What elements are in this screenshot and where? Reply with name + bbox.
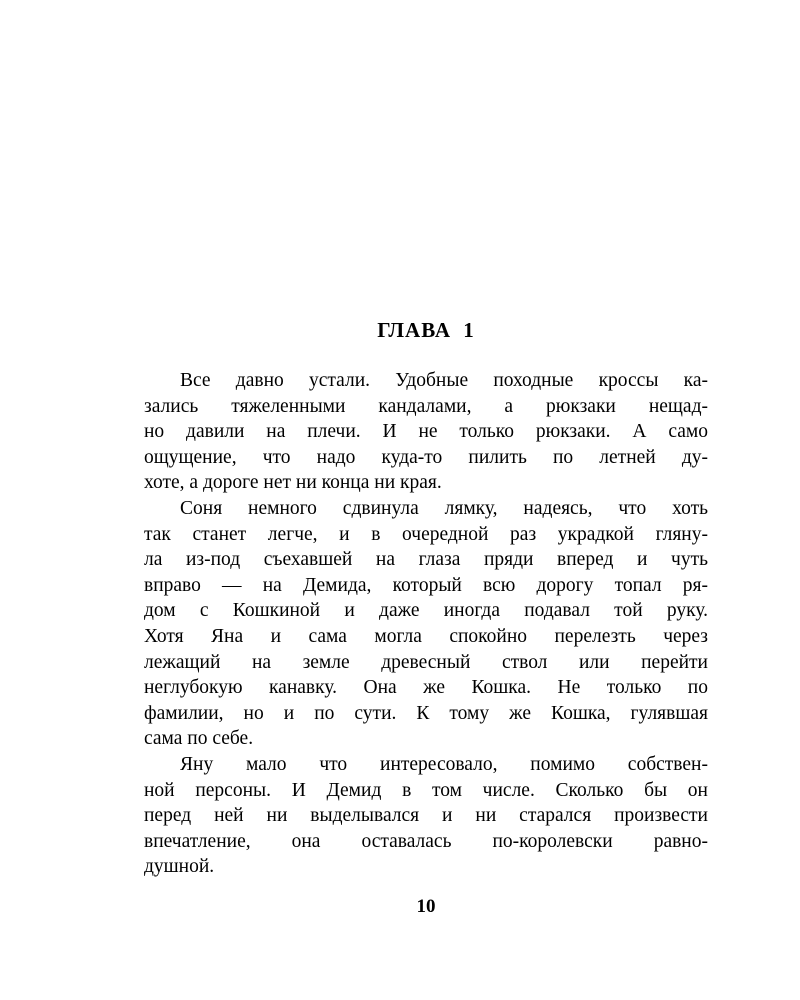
text-line: зались тяжеленными кандалами, а рюкзаки нещад-	[144, 395, 708, 417]
text-line: хоте, а дороге нет ни конца ни края.	[144, 472, 442, 494]
text-line: дом с Кошкиной и даже иногда подавал той руку.	[144, 600, 708, 622]
text-line: фамилии, но и по сути. К тому же Кошка, гулявшая	[144, 702, 708, 724]
chapter-title: ГЛАВА 1	[377, 318, 475, 342]
chapter-body	[144, 368, 708, 880]
text-line: сама по себе.	[144, 728, 254, 750]
text-line: Хотя Яна и сама могла спокойно перелезть через	[144, 625, 708, 647]
text-line: ной персоны. И Демид в том числе. Сколько бы он	[144, 779, 708, 801]
text-line: перед ней ни выделывался и ни старался произвести	[144, 805, 708, 827]
text-line: но давили на плечи. И не только рюкзаки. А само	[144, 421, 708, 443]
text-line: Соня немного сдвинула лямку, надеясь, что хоть	[180, 497, 708, 519]
text-line: впечатление, она оставалась по-королевски равно-	[144, 830, 708, 852]
page-number: 10	[416, 896, 436, 917]
text-line: Все давно устали. Удобные походные кроссы ка-	[180, 370, 708, 391]
text-line: так станет легче, и в очередной раз украдкой гляну-	[144, 523, 708, 545]
text-line: лежащий на земле древесный ствол или перейти	[144, 651, 708, 673]
text-line: вправо — на Демида, который всю дорогу топал ря-	[144, 574, 708, 596]
text-line: Яну мало что интересовало, помимо собствен-	[180, 753, 708, 775]
text-line: ощущение, что надо куда-то пилить по летней ду-	[144, 446, 708, 468]
text-line: ла из-под съехавшей на глаза пряди вперед и чуть	[144, 549, 708, 571]
text-line: душной.	[144, 856, 215, 878]
text-line: неглубокую канавку. Она же Кошка. Не только по	[144, 677, 708, 699]
